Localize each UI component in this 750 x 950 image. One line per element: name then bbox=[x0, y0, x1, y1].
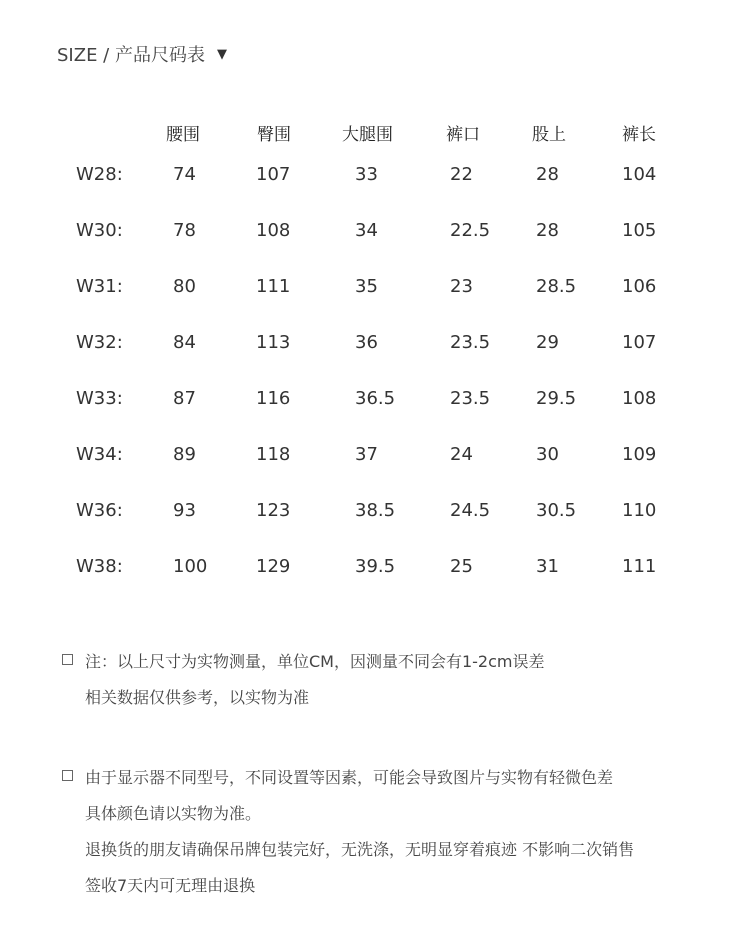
table-cell: 113 bbox=[256, 332, 291, 353]
table-cell: 23.5 bbox=[450, 388, 491, 409]
table-cell: 74 bbox=[173, 164, 196, 185]
table-cell: 110 bbox=[622, 500, 657, 521]
note-line: 由于显示器不同型号，不同设置等因素，可能会导致图片与实物有轻微色差 bbox=[85, 768, 614, 787]
note-line: 退换货的朋友请确保吊牌包装完好，无洗涤，无明显穿着痕迹 不影响二次销售 bbox=[85, 840, 635, 859]
table-cell: 28 bbox=[536, 220, 559, 241]
table-cell: 129 bbox=[256, 556, 291, 577]
table-cell: 111 bbox=[622, 556, 657, 577]
table-cell: 35 bbox=[355, 276, 378, 297]
table-cell: 23 bbox=[450, 276, 473, 297]
note-line: 相关数据仅供参考，以实物为准 bbox=[85, 688, 310, 707]
row-label: W28: bbox=[76, 164, 123, 185]
row-label: W32: bbox=[76, 332, 123, 353]
table-cell: 30.5 bbox=[536, 500, 577, 521]
table-cell: 108 bbox=[622, 388, 657, 409]
table-cell: 29.5 bbox=[536, 388, 577, 409]
table-cell: 22.5 bbox=[450, 220, 491, 241]
table-cell: 107 bbox=[622, 332, 657, 353]
table-cell: 29 bbox=[536, 332, 559, 353]
table-cell: 30 bbox=[536, 444, 559, 465]
column-header-hip: 臀围 bbox=[257, 125, 291, 145]
column-header-length: 裤长 bbox=[622, 125, 656, 145]
table-cell: 118 bbox=[256, 444, 291, 465]
column-header-leg-opening: 裤口 bbox=[446, 125, 480, 145]
table-cell: 104 bbox=[622, 164, 657, 185]
row-label: W33: bbox=[76, 388, 123, 409]
checkbox-square-icon bbox=[62, 654, 73, 665]
table-cell: 116 bbox=[256, 388, 291, 409]
table-cell: 123 bbox=[256, 500, 291, 521]
table-cell: 38.5 bbox=[355, 500, 396, 521]
row-label: W31: bbox=[76, 276, 123, 297]
table-cell: 108 bbox=[256, 220, 291, 241]
row-label: W36: bbox=[76, 500, 123, 521]
table-cell: 111 bbox=[256, 276, 291, 297]
table-cell: 36 bbox=[355, 332, 378, 353]
table-cell: 34 bbox=[355, 220, 378, 241]
table-cell: 89 bbox=[173, 444, 196, 465]
column-header-rise: 股上 bbox=[532, 125, 566, 145]
column-header-thigh: 大腿围 bbox=[342, 125, 393, 145]
table-cell: 24.5 bbox=[450, 500, 491, 521]
table-cell: 22 bbox=[450, 164, 473, 185]
table-cell: 36.5 bbox=[355, 388, 396, 409]
table-cell: 39.5 bbox=[355, 556, 396, 577]
table-cell: 28.5 bbox=[536, 276, 577, 297]
column-header-waist: 腰围 bbox=[166, 125, 200, 145]
row-label: W30: bbox=[76, 220, 123, 241]
measurement-note bbox=[62, 650, 545, 674]
note-line: 注：以上尺寸为实物测量，单位CM，因测量不同会有1-2cm误差 bbox=[85, 652, 545, 671]
row-label: W34: bbox=[76, 444, 123, 465]
table-cell: 37 bbox=[355, 444, 378, 465]
table-cell: 100 bbox=[173, 556, 208, 577]
table-cell: 25 bbox=[450, 556, 473, 577]
title-text: SIZE / 产品尺码表 bbox=[57, 45, 205, 66]
table-cell: 33 bbox=[355, 164, 378, 185]
note-line: 具体颜色请以实物为准。 bbox=[85, 804, 262, 823]
note-line: 签收7天内可无理由退换 bbox=[85, 876, 256, 895]
table-cell: 109 bbox=[622, 444, 657, 465]
table-cell: 28 bbox=[536, 164, 559, 185]
triangle-down-icon[interactable]: ▼ bbox=[216, 46, 227, 62]
table-cell: 31 bbox=[536, 556, 559, 577]
table-cell: 24 bbox=[450, 444, 473, 465]
table-cell: 23.5 bbox=[450, 332, 491, 353]
table-cell: 107 bbox=[256, 164, 291, 185]
table-cell: 78 bbox=[173, 220, 196, 241]
table-cell: 80 bbox=[173, 276, 196, 297]
checkbox-square-icon bbox=[62, 770, 73, 781]
table-cell: 106 bbox=[622, 276, 657, 297]
table-cell: 105 bbox=[622, 220, 657, 241]
table-cell: 93 bbox=[173, 500, 196, 521]
table-cell: 84 bbox=[173, 332, 196, 353]
table-cell: 87 bbox=[173, 388, 196, 409]
color-return-note bbox=[62, 766, 613, 790]
row-label: W38: bbox=[76, 556, 123, 577]
